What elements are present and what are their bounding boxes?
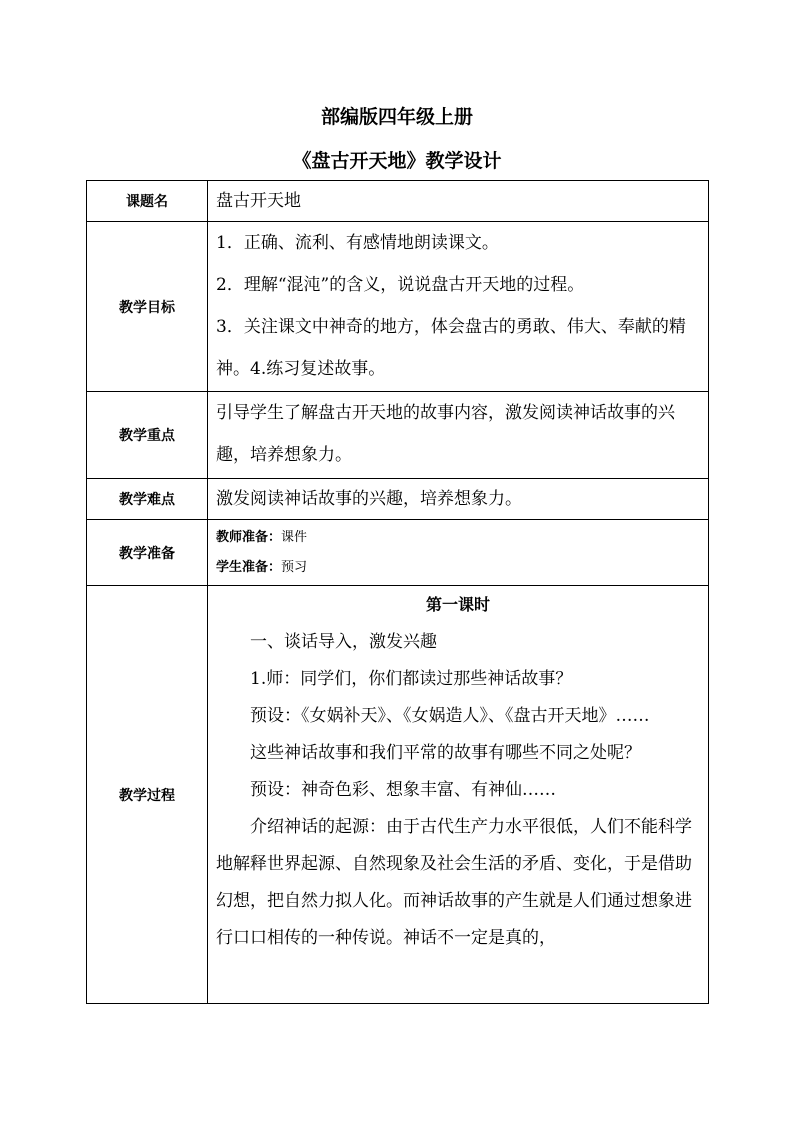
student-preparation — [216, 553, 700, 583]
process-line: 预设：神奇色彩、想象丰富、有神仙…… — [250, 780, 556, 800]
process-line: 一、谈话导入，激发兴趣 — [250, 632, 437, 652]
teacher-preparation-label: 教师准备： — [216, 529, 282, 545]
student-preparation-label: 学生准备： — [216, 559, 282, 575]
row-key-points — [87, 392, 709, 479]
objective-item: 1．正确、流利、有感情地朗读课文。 — [216, 233, 499, 253]
objectives-content — [208, 222, 709, 392]
process-line: 这些神话故事和我们平常的故事有哪些不同之处呢？ — [250, 743, 641, 763]
objective-item: 2．理解“混沌”的含义，说说盘古开天地的过程。 — [216, 275, 585, 295]
student-preparation-value: 预习 — [281, 559, 308, 575]
process-line: 1.师：同学们，你们都读过那些神话故事？ — [250, 669, 573, 689]
process-paragraph: 介绍神话的起源：由于古代生产力水平很低，人们不能科学地解释世界起源、自然现象及社会生活的矛盾、变化，于是借助幻想，把自然力拟人化。而神话故事的产生就是人们通过想象进行口口相传的一种传说。神话不一定是真的， — [216, 817, 692, 948]
teacher-preparation-value: 课件 — [281, 529, 308, 545]
objectives-label: 教学目标 — [87, 222, 208, 392]
lesson-heading: 第一课时 — [425, 595, 490, 614]
row-process — [87, 586, 709, 1004]
process-content — [208, 586, 709, 1004]
process-line: 预设：《女娲补天》、《女娲造人》、《盘古开天地》…… — [250, 706, 650, 726]
topic-value: 盘古开天地 — [208, 181, 709, 222]
objective-item: 3．关注课文中神奇的地方，体会盘古的勇敢、伟大、奉献的精神。4.练习复述故事。 — [216, 317, 686, 379]
preparation-label: 教学准备 — [87, 520, 208, 586]
row-preparation — [87, 520, 709, 586]
document-title: 部编版四年级上册 — [320, 106, 473, 128]
row-topic — [87, 181, 709, 222]
preparation-content — [208, 520, 709, 586]
document-subtitle: 《盘古开天地》教学设计 — [292, 150, 502, 172]
key-points-label: 教学重点 — [87, 392, 208, 479]
difficulties-label: 教学难点 — [87, 479, 208, 520]
process-label: 教学过程 — [87, 586, 208, 1004]
row-objectives — [87, 222, 709, 392]
row-difficulties — [87, 479, 709, 520]
teacher-preparation — [216, 523, 700, 553]
difficulties-text: 激发阅读神话故事的兴趣，培养想象力。 — [208, 479, 709, 520]
key-points-text: 引导学生了解盘古开天地的故事内容，激发阅读神话故事的兴趣，培养想象力。 — [208, 392, 709, 479]
lesson-plan-table — [86, 180, 709, 1004]
topic-label: 课题名 — [87, 181, 208, 222]
